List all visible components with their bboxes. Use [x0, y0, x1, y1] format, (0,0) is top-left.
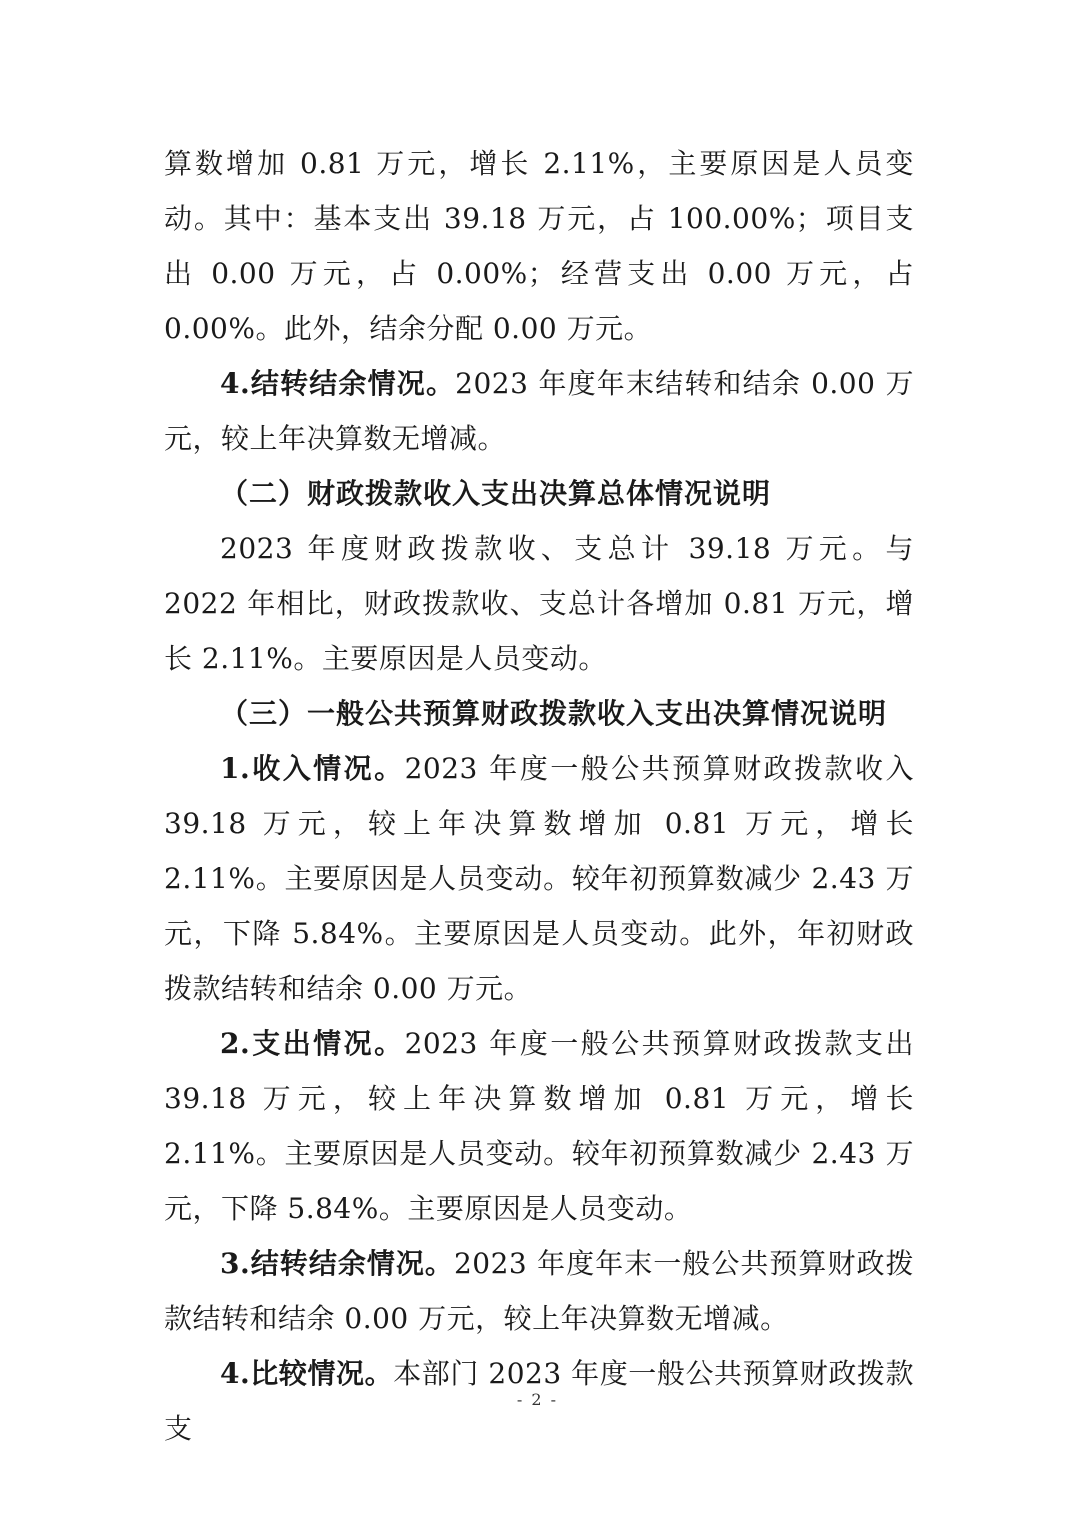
paragraph-expense-detail	[164, 136, 914, 356]
paragraph-balance	[164, 1236, 914, 1346]
paragraph-text: 2023 年度一般公共预算财政拨款支出 39.18 万元，较上年决算数增加 0.81 万元，增长 2.11%。主要原因是人员变动。较年初预算数减少 2.43 万元，下降 5.84%。主要原因是人员变动。	[164, 1027, 914, 1225]
paragraph-text: 本部门 2023 年度一般公共预算财政拨款支	[164, 1357, 915, 1445]
section-heading-general-budget: （三）一般公共预算财政拨款收入支出决算情况说明	[220, 697, 888, 730]
paragraph-lead: 4.结转结余情况。	[220, 367, 456, 400]
paragraph-lead: 2.支出情况。	[220, 1027, 405, 1060]
paragraph-lead: 1.收入情况。	[220, 752, 405, 785]
paragraph-text: 算数增加 0.81 万元，增长 2.11%，主要原因是人员变动。其中：基本支出 39.18 万元，占 100.00%；项目支出 0.00 万元，占 0.00%；经营支出 0.00 万元，占 0.00%。此外，结余分配 0.00 万元。	[164, 147, 914, 345]
document-body	[164, 136, 914, 1456]
paragraph-expense	[164, 1016, 914, 1236]
section-heading-fiscal-overall: （二）财政拨款收入支出决算总体情况说明	[220, 477, 772, 510]
paragraph-text: 2023 年度一般公共预算财政拨款收入 39.18 万元，较上年决算数增加 0.81 万元，增长 2.11%。主要原因是人员变动。较年初预算数减少 2.43 万元，下降 5.84%。主要原因是人员变动。此外，年初财政拨款结转和结余 0.00 万元。	[164, 752, 914, 1005]
paragraph-text: 2023 年度财政拨款收、支总计 39.18 万元。与 2022 年相比，财政拨款收、支总计各增加 0.81 万元，增长 2.11%。主要原因是人员变动。	[164, 532, 914, 675]
paragraph-lead: 4.比较情况。	[220, 1357, 394, 1390]
paragraph-carryover	[164, 356, 914, 466]
paragraph-lead: 3.结转结余情况。	[220, 1247, 454, 1280]
paragraph-fiscal-overall	[164, 521, 914, 686]
page-number: - 2 -	[516, 1390, 559, 1409]
paragraph-income	[164, 741, 914, 1016]
paragraph-text: 2023 年度年末一般公共预算财政拨款结转和结余 0.00 万元，较上年决算数无增减。	[164, 1247, 914, 1335]
paragraph-text: 2023 年度年末结转和结余 0.00 万元，较上年决算数无增减。	[164, 367, 915, 455]
